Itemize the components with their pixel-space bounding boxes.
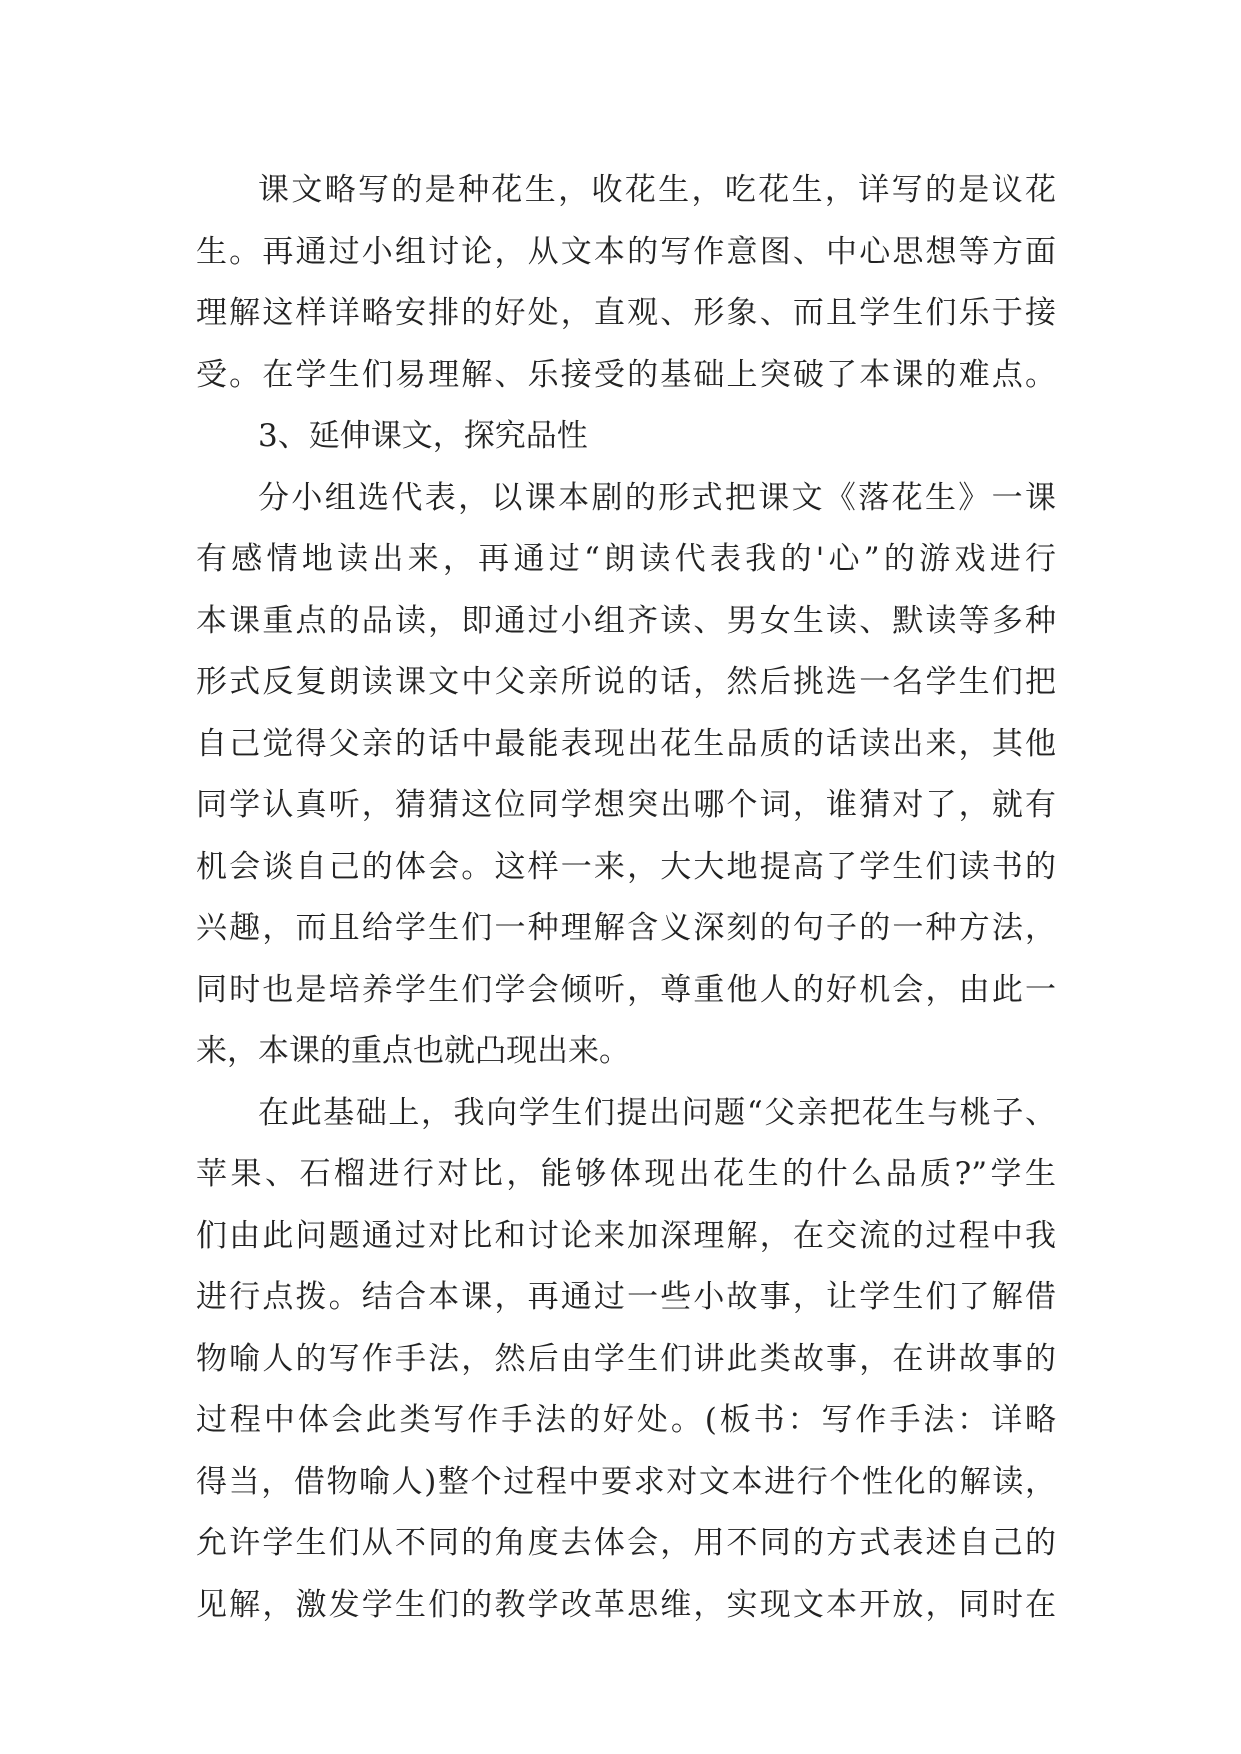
text-line: 见解，激发学生们的教学改革思维，实现文本开放，同时在 xyxy=(196,1586,1056,1623)
text-line: 同时也是培养学生们学会倾听，尊重他人的好机会，由此一 xyxy=(196,971,1056,1008)
text-line: 生。再通过小组讨论，从文本的写作意图、中心思想等方面 xyxy=(196,233,1056,270)
text-line: 同学认真听，猜猜这位同学想突出哪个词，谁猜对了，就有 xyxy=(196,787,1056,823)
text-line: 机会谈自己的体会。这样一来，大大地提高了学生们读书的 xyxy=(196,848,1056,885)
text-line: 3、延伸课文，探究品性 xyxy=(258,418,588,454)
text-line: 本课重点的品读，即通过小组齐读、男女生读、默读等多种 xyxy=(196,602,1056,639)
document-body xyxy=(196,160,1056,1636)
text-line: 理解这样详略安排的好处，直观、形象、而且学生们乐于接 xyxy=(196,295,1056,331)
text-line: 受。在学生们易理解、乐接受的基础上突破了本课的难点。 xyxy=(196,356,1056,393)
text-line: 进行点拨。结合本课，再通过一些小故事，让学生们了解借 xyxy=(196,1279,1056,1315)
text-line: 自己觉得父亲的话中最能表现出花生品质的话读出来，其他 xyxy=(196,725,1056,762)
text-line: 来，本课的重点也就凸现出来。 xyxy=(196,1033,630,1069)
text-line: 们由此问题通过对比和讨论来加深理解，在交流的过程中我 xyxy=(196,1217,1056,1254)
text-line: 有感情地读出来，再通过“朗读代表我的'心”的游戏进行 xyxy=(196,541,1056,577)
text-line: 过程中体会此类写作手法的好处。(板书：写作手法：详略 xyxy=(196,1402,1056,1438)
text-line: 在此基础上，我向学生们提出问题“父亲把花生与桃子、 xyxy=(258,1094,1056,1131)
text-line: 物喻人的写作手法，然后由学生们讲此类故事，在讲故事的 xyxy=(196,1340,1056,1377)
text-line: 形式反复朗读课文中父亲所说的话，然后挑选一名学生们把 xyxy=(196,664,1056,700)
text-line: 允许学生们从不同的角度去体会，用不同的方式表述自己的 xyxy=(196,1525,1056,1561)
text-line: 课文略写的是种花生，收花生，吃花生，详写的是议花 xyxy=(258,172,1056,208)
text-line: 得当，借物喻人)整个过程中要求对文本进行个性化的解读， xyxy=(196,1463,1056,1500)
text-line: 兴趣，而且给学生们一种理解含义深刻的句子的一种方法， xyxy=(196,910,1056,946)
text-line: 苹果、石榴进行对比，能够体现出花生的什么品质?”学生 xyxy=(196,1156,1056,1192)
text-line: 分小组选代表，以课本剧的形式把课文《落花生》一课 xyxy=(258,479,1056,516)
